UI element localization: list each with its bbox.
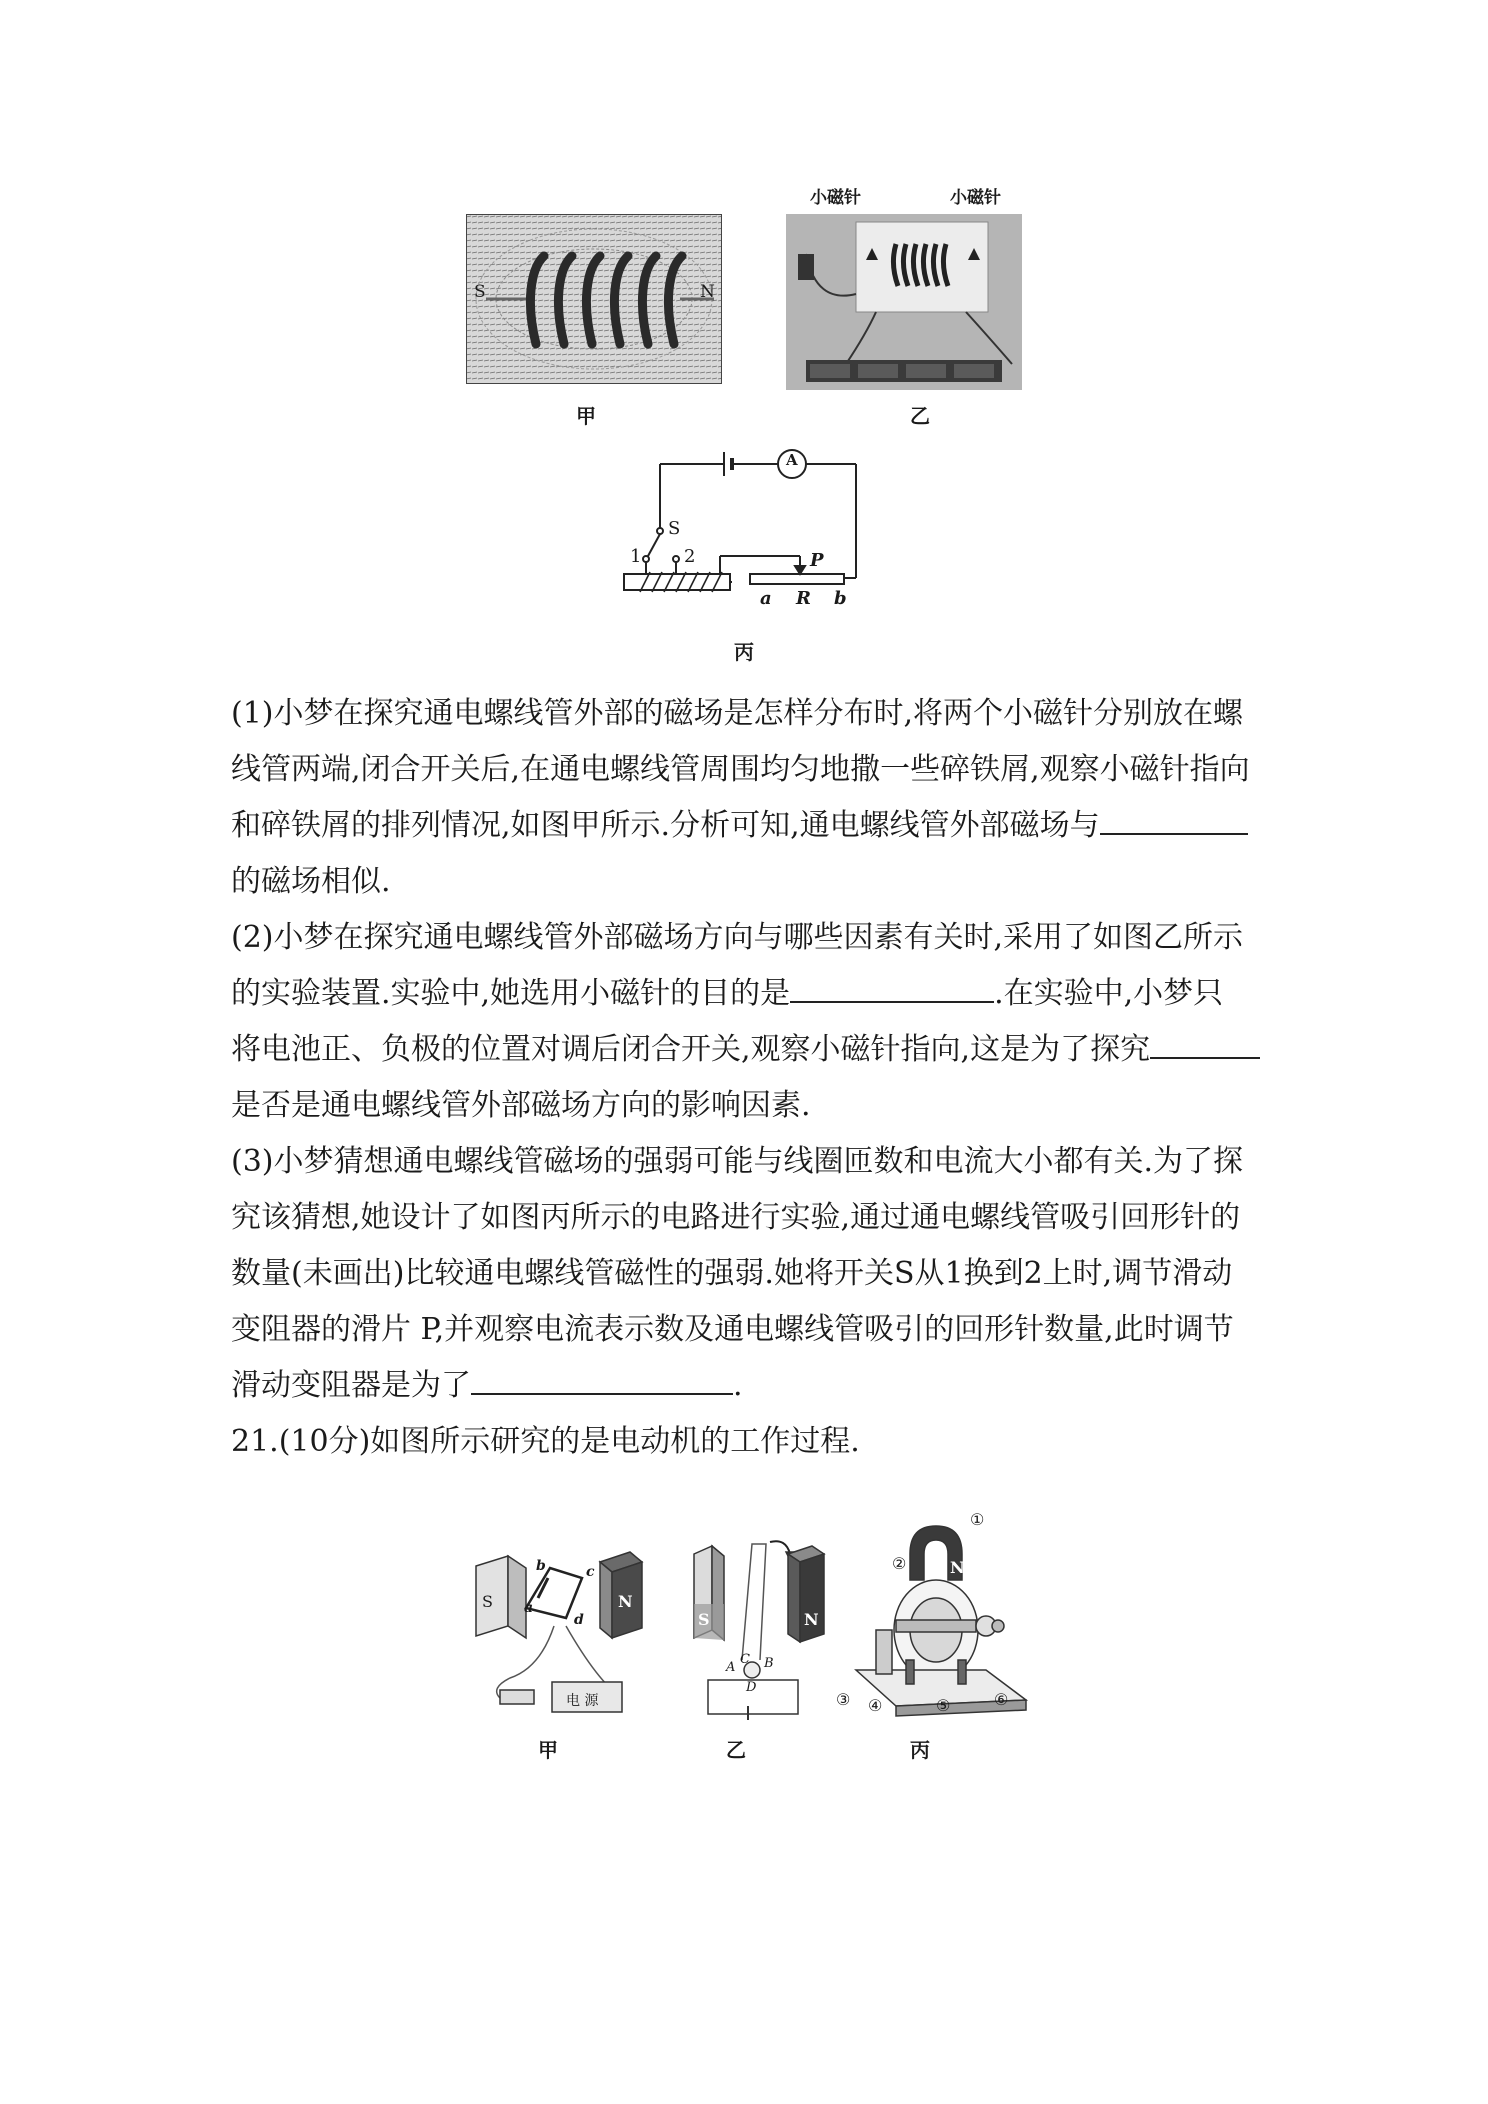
- question-1: [231, 686, 1271, 910]
- q1-line4: 的磁场相似.: [231, 864, 391, 899]
- bottom-yi-s: S: [698, 1610, 710, 1629]
- pole-s-label: S: [474, 282, 486, 302]
- q1-line3: 和碎铁屑的排列情况,如图甲所示.分析可知,通电螺线管外部磁场与: [231, 808, 1100, 843]
- figure-bottom-bing: [836, 1510, 1036, 1726]
- figure-bottom-jia: [470, 1548, 646, 1718]
- q2-line1: (2)小梦在探究通电螺线管外部磁场方向与哪些因素有关时,采用了如图乙所示: [231, 920, 1244, 955]
- slider-p-label: P: [810, 550, 824, 571]
- figure-bing-circuit: [620, 448, 870, 618]
- bottom-jia-d: d: [574, 1612, 584, 1628]
- q3-line3: 数量(未画出)比较通电螺线管磁性的强弱.她将开关S从1换到2上时,调节滑动: [231, 1256, 1233, 1291]
- bottom-yi-n: N: [804, 1610, 819, 1629]
- contact1-label: 1: [630, 546, 642, 567]
- q1-line2: 线管两端,闭合开关后,在通电螺线管周围均匀地撒一些碎铁屑,观察小磁针指向: [231, 752, 1250, 787]
- caption-bottom-jia: 甲: [538, 1738, 558, 1762]
- motor-label-2: ②: [892, 1554, 907, 1573]
- question-21: [231, 1414, 1271, 1470]
- ammeter-label: A: [786, 451, 798, 469]
- q2-line4: 是否是通电螺线管外部磁场方向的影响因素.: [231, 1088, 811, 1123]
- motor-label-3: ③: [836, 1690, 851, 1709]
- switch-label: S: [668, 518, 681, 539]
- motor-label-5: ⑤: [936, 1696, 951, 1715]
- caption-bottom-yi: 乙: [726, 1738, 746, 1762]
- q3-line1: (3)小梦猜想通电螺线管磁场的强弱可能与线圈匝数和电流大小都有关.为了探: [231, 1144, 1244, 1179]
- question-3: [231, 1134, 1271, 1414]
- pole-n-label: N: [700, 282, 715, 302]
- caption-top-yi: 乙: [910, 404, 930, 428]
- caption-top-bing: 丙: [734, 640, 754, 664]
- q3-line4: 变阻器的滑片 P,并观察电流表示数及通电螺线管吸引的回形针数量,此时调节: [231, 1312, 1234, 1347]
- q2-line2b: .在实验中,小梦只: [994, 976, 1224, 1011]
- end-a-label: a: [760, 588, 772, 609]
- q2-line3: 将电池正、负极的位置对调后闭合开关,观察小磁针指向,这是为了探究: [231, 1032, 1151, 1067]
- q21-text: 21.(10分)如图所示研究的是电动机的工作过程.: [231, 1424, 860, 1459]
- q1-line1: (1)小梦在探究通电螺线管外部的磁场是怎样分布时,将两个小磁针分别放在螺: [231, 696, 1244, 731]
- figure-bottom-yi: [680, 1530, 830, 1720]
- bottom-yi-B: B: [764, 1656, 774, 1671]
- motor-label-4: ④: [868, 1696, 883, 1715]
- figure-jia-solenoid-filings: [466, 214, 722, 384]
- q3-line5b: .: [733, 1368, 743, 1403]
- q2-answer-blank-2[interactable]: [1150, 1023, 1260, 1059]
- bottom-jia-n: N: [618, 1592, 633, 1611]
- bottom-jia-c: c: [586, 1564, 595, 1580]
- motor-label-1: ①: [970, 1510, 985, 1529]
- q3-line2: 究该猜想,她设计了如图丙所示的电路进行实验,通过通电螺线管吸引回形针的: [231, 1200, 1241, 1235]
- bottom-jia-b: b: [536, 1558, 546, 1574]
- contact2-label: 2: [684, 546, 696, 567]
- question-2: [231, 910, 1271, 1134]
- bottom-jia-a: a: [524, 1600, 534, 1616]
- bottom-yi-A: A: [726, 1660, 736, 1675]
- q3-answer-blank[interactable]: [471, 1359, 733, 1395]
- bottom-jia-s: S: [482, 1592, 493, 1611]
- caption-bottom-bing: 丙: [910, 1738, 930, 1762]
- compass-label-right: 小磁针: [950, 188, 1001, 208]
- bottom-yi-D: D: [746, 1680, 757, 1695]
- end-b-label: b: [834, 588, 847, 609]
- caption-top-jia: 甲: [576, 404, 596, 428]
- q3-line5a: 滑动变阻器是为了: [231, 1368, 471, 1403]
- figure-yi-apparatus: [786, 214, 1022, 390]
- bottom-jia-power: 电 源: [566, 1693, 599, 1709]
- motor-pole-n: N: [950, 1558, 965, 1577]
- resistor-r-label: R: [796, 588, 811, 609]
- q2-line2a: 的实验装置.实验中,她选用小磁针的目的是: [231, 976, 791, 1011]
- motor-label-6: ⑥: [994, 1690, 1009, 1709]
- q2-answer-blank-1[interactable]: [790, 967, 994, 1003]
- compass-label-left: 小磁针: [810, 188, 861, 208]
- q1-answer-blank[interactable]: [1100, 799, 1248, 835]
- bottom-yi-C: C: [740, 1652, 750, 1667]
